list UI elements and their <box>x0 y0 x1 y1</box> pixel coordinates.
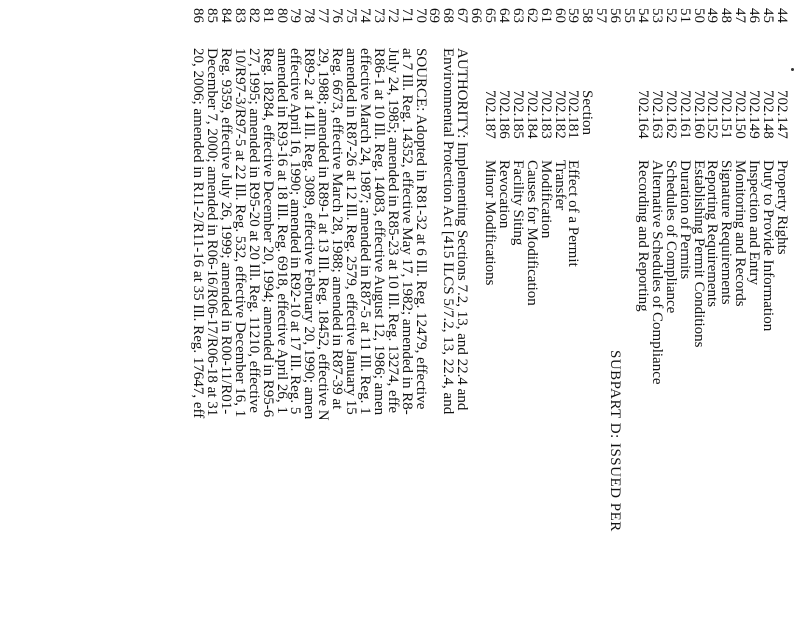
section-number: 702.184 <box>523 90 540 139</box>
section-number: 702.181 <box>565 90 582 139</box>
section-number: 702.148 <box>760 90 777 139</box>
section-number: Section <box>579 90 596 135</box>
body-text-line: at 7 Ill. Reg. 14352, effective May 17, 1982; amended in R8- <box>398 48 415 415</box>
line-number: 47 <box>732 8 749 23</box>
section-number: 702.186 <box>496 90 512 139</box>
line-number: 59 <box>565 8 582 23</box>
line-number: 65 <box>482 8 499 23</box>
line-number: 62 <box>523 8 540 23</box>
section-number: 702.147 <box>774 90 790 139</box>
line-number: 83 <box>231 8 248 23</box>
section-title: Alternative Schedules of Compliance <box>648 160 665 385</box>
section-number: 702.163 <box>648 90 665 139</box>
line-number: 52 <box>662 8 679 23</box>
line-number: 53 <box>648 8 665 23</box>
section-title: Establishing Permit Conditions <box>690 160 707 348</box>
line-number: 69 <box>426 8 443 23</box>
line-number: 77 <box>315 8 332 23</box>
section-title: Duty to Provide Information <box>760 160 777 332</box>
line-number: 79 <box>287 8 304 23</box>
section-number: 702.150 <box>732 90 749 139</box>
line-number: 82 <box>245 8 262 23</box>
line-number: 80 <box>273 8 290 23</box>
line-number: 48 <box>718 8 735 23</box>
section-title: Reporting Requirements <box>704 160 721 308</box>
body-text-line: Environmental Protection Act [415 ILCS 5/7.2, 13, 22.4, and <box>440 48 457 415</box>
scan-speck <box>791 68 794 71</box>
line-number: 61 <box>537 8 554 23</box>
body-text-line: R89-2 at 14 Ill. Reg. 3089, effective February 20, 1990; amen <box>301 48 318 420</box>
line-number: 44 <box>774 8 790 23</box>
line-number: 57 <box>593 8 610 23</box>
section-number: 702.185 <box>509 90 526 139</box>
section-title: Modification <box>537 160 554 239</box>
line-number: 67 <box>454 8 471 23</box>
section-number: 702.149 <box>746 90 763 139</box>
line-number: 55 <box>621 8 638 23</box>
body-text-line: R86-1 at 10 Ill. Reg. 14083, effective August 12, 1986; amen <box>370 48 387 416</box>
body-text-line: 29, 1988; amended in R89-1 at 13 Ill. Reg. 18452, effective N <box>315 48 332 421</box>
section-number: 702.182 <box>551 90 568 139</box>
line-number: 71 <box>398 8 415 23</box>
section-title: Facility Siting <box>509 160 526 246</box>
body-text-line: July 24, 1985; amended in R85-23 at 10 Ill. Reg. 13274, effe <box>384 48 401 414</box>
line-number: 54 <box>635 8 651 23</box>
section-number: 702.161 <box>676 90 693 139</box>
section-title: Causes for Modification <box>523 160 540 306</box>
line-number: 85 <box>204 8 221 23</box>
section-title: Minor Modifications <box>482 160 499 286</box>
line-number: 46 <box>746 8 763 23</box>
section-title: Transfer <box>551 160 568 211</box>
body-text-line: December 7, 2000; amended in R06-16/R06-17/R06-18 at 31 <box>204 48 221 417</box>
section-number: 702.183 <box>537 90 554 139</box>
body-text-line: Reg. 6673, effective March 28, 1988; amended in R87-39 at <box>329 48 346 410</box>
section-number: 702.164 <box>635 90 651 139</box>
body-text-line: Reg. 18284, effective December 20, 1994; amended in R95-6 <box>259 48 276 418</box>
section-number: 702.152 <box>704 90 721 139</box>
body-text-line: SOURCE: Adopted in R81-32 at 6 Ill. Reg. 12479, effective <box>412 48 429 410</box>
section-title: Monitoring and Records <box>732 160 749 307</box>
line-number: 50 <box>690 8 707 23</box>
line-number: 86 <box>190 8 207 23</box>
section-title: Revocation <box>496 160 512 229</box>
section-title: Effect of a Permit <box>565 160 582 267</box>
line-number: 75 <box>343 8 360 23</box>
section-number: 702.162 <box>662 90 679 139</box>
line-number: 70 <box>412 8 429 23</box>
section-title: Schedules of Compliance <box>662 160 679 314</box>
line-number: 74 <box>357 8 373 23</box>
body-text-line: amended in R87-26 at 12 Ill. Reg. 2579, effective January 15 <box>343 48 360 415</box>
line-number: 73 <box>370 8 387 23</box>
section-title: Recording and Reporting <box>635 160 651 312</box>
body-text-line: effective March 24, 1987; amended in R87-5 at 11 Ill. Reg. 1 <box>357 48 373 415</box>
line-number: 84 <box>218 8 234 23</box>
line-number: 66 <box>468 8 485 23</box>
section-number: 702.187 <box>482 90 499 139</box>
section-number: 702.160 <box>690 90 707 139</box>
section-title: Property Rights <box>774 160 790 255</box>
subpart-heading: SUBPART D: ISSUED PER <box>607 350 624 532</box>
section-title: Signature Requirements <box>718 160 735 305</box>
section-title: Inspection and Entry <box>746 160 763 285</box>
line-number: 58 <box>579 8 596 23</box>
line-number: 49 <box>704 8 721 23</box>
line-number: 56 <box>607 8 624 23</box>
body-text-line: 20, 2006; amended in R11-2/R11-16 at 35 Ill. Reg. 17647, eff <box>190 48 207 419</box>
line-number: 51 <box>676 8 693 23</box>
line-number: 60 <box>551 8 568 23</box>
body-text-line: Reg. 9359, effective July 26, 1999; amended in R00-11/R01- <box>218 48 234 415</box>
section-number: 702.151 <box>718 90 735 139</box>
line-number: 76 <box>329 8 346 23</box>
line-number: 68 <box>440 8 457 23</box>
body-text-line: amended in R93-16 at 18 Ill. Reg. 6918, effective April 26, 1 <box>273 48 290 414</box>
section-title: Duration of Permits <box>676 160 693 280</box>
body-text-line: effective April 16, 1990; amended in R92-10 at 17 Ill. Reg. 5 <box>287 48 304 415</box>
body-text-line: 10/R97-3/R97-5 at 22 Ill. Reg. 532, effective December 16, 1 <box>231 48 248 418</box>
line-number: 63 <box>509 8 526 23</box>
line-number: 64 <box>496 8 512 23</box>
line-number: 72 <box>384 8 401 23</box>
line-number: 78 <box>301 8 318 23</box>
body-text-line: 27, 1995; amended in R95-20 at 20 Ill. Reg. 11210, effective <box>245 48 262 413</box>
body-text-line: AUTHORITY: Implementing Sections 7.2, 13, and 22.4 and <box>454 48 471 411</box>
line-number: 81 <box>259 8 276 23</box>
line-number: 45 <box>760 8 777 23</box>
